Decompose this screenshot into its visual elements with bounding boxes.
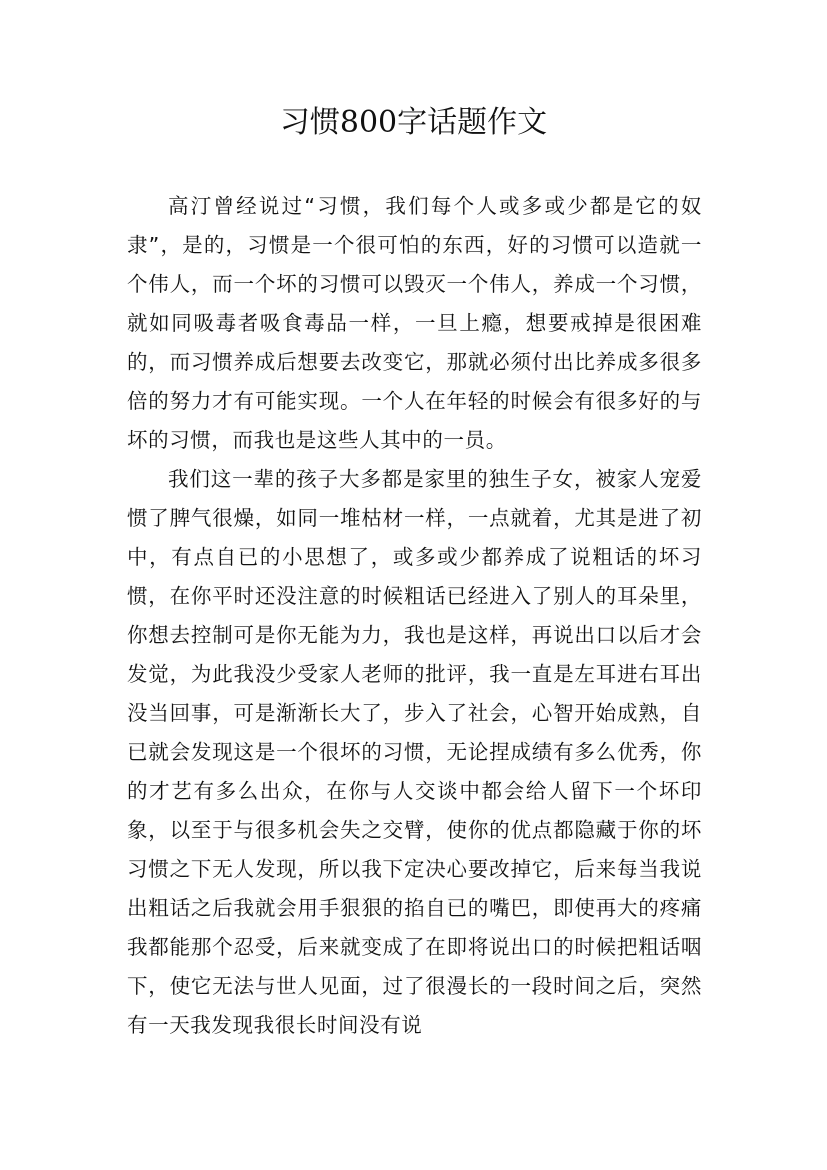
- document-body: [127, 187, 702, 1045]
- paragraph: 高汀曾经说过“习惯，我们每个人或多或少都是它的奴隶”，是的，习惯是一个很可怕的东西，好的习惯可以造就一个伟人，而一个坏的习惯可以毁灭一个伟人，养成一个习惯，就如同吸毒者吸食毒品一样，一旦上瘾，想要戒掉是很困难的，而习惯养成后想要去改变它，那就必须付出比养成多很多倍的努力才有可能实现。一个人在年轻的时候会有很多好的与坏的习惯，而我也是这些人其中的一员。: [127, 194, 702, 452]
- document-title: 习惯800字话题作文: [279, 105, 548, 140]
- paragraph: 我们这一辈的孩子大多都是家里的独生子女，被家人宠爱惯了脾气很燥，如同一堆枯材一样，一点就着，尤其是进了初中，有点自已的小思想了，或多或少都养成了说粗话的坏习惯，在你平时还没注意的时候粗话已经进入了别人的耳朵里，你想去控制可是你无能为力，我也是这样，再说出口以后才会发觉，为此我没少受家人老师的批评，我一直是左耳进右耳出没当回事，可是渐渐长大了，步入了社会，心智开始成熟，自已就会发现这是一个很坏的习惯，无论捏成绩有多么优秀，你的才艺有多么出众，在你与人交谈中都会给人留下一个坏印象，以至于与很多机会失之交臂，使你的优点都隐藏于你的坏习惯之下无人发现，所以我下定决心要改掉它，后来每当我说出粗话之后我就会用手狠狠的掐自已的嘴巴，即使再大的疼痛我都能那个忍受，后来就变成了在即将说出口的时候把粗话咽下，使它无法与世人见面，过了很漫长的一段时间之后，突然有一天我发现我很长时间没有说: [127, 467, 702, 1037]
